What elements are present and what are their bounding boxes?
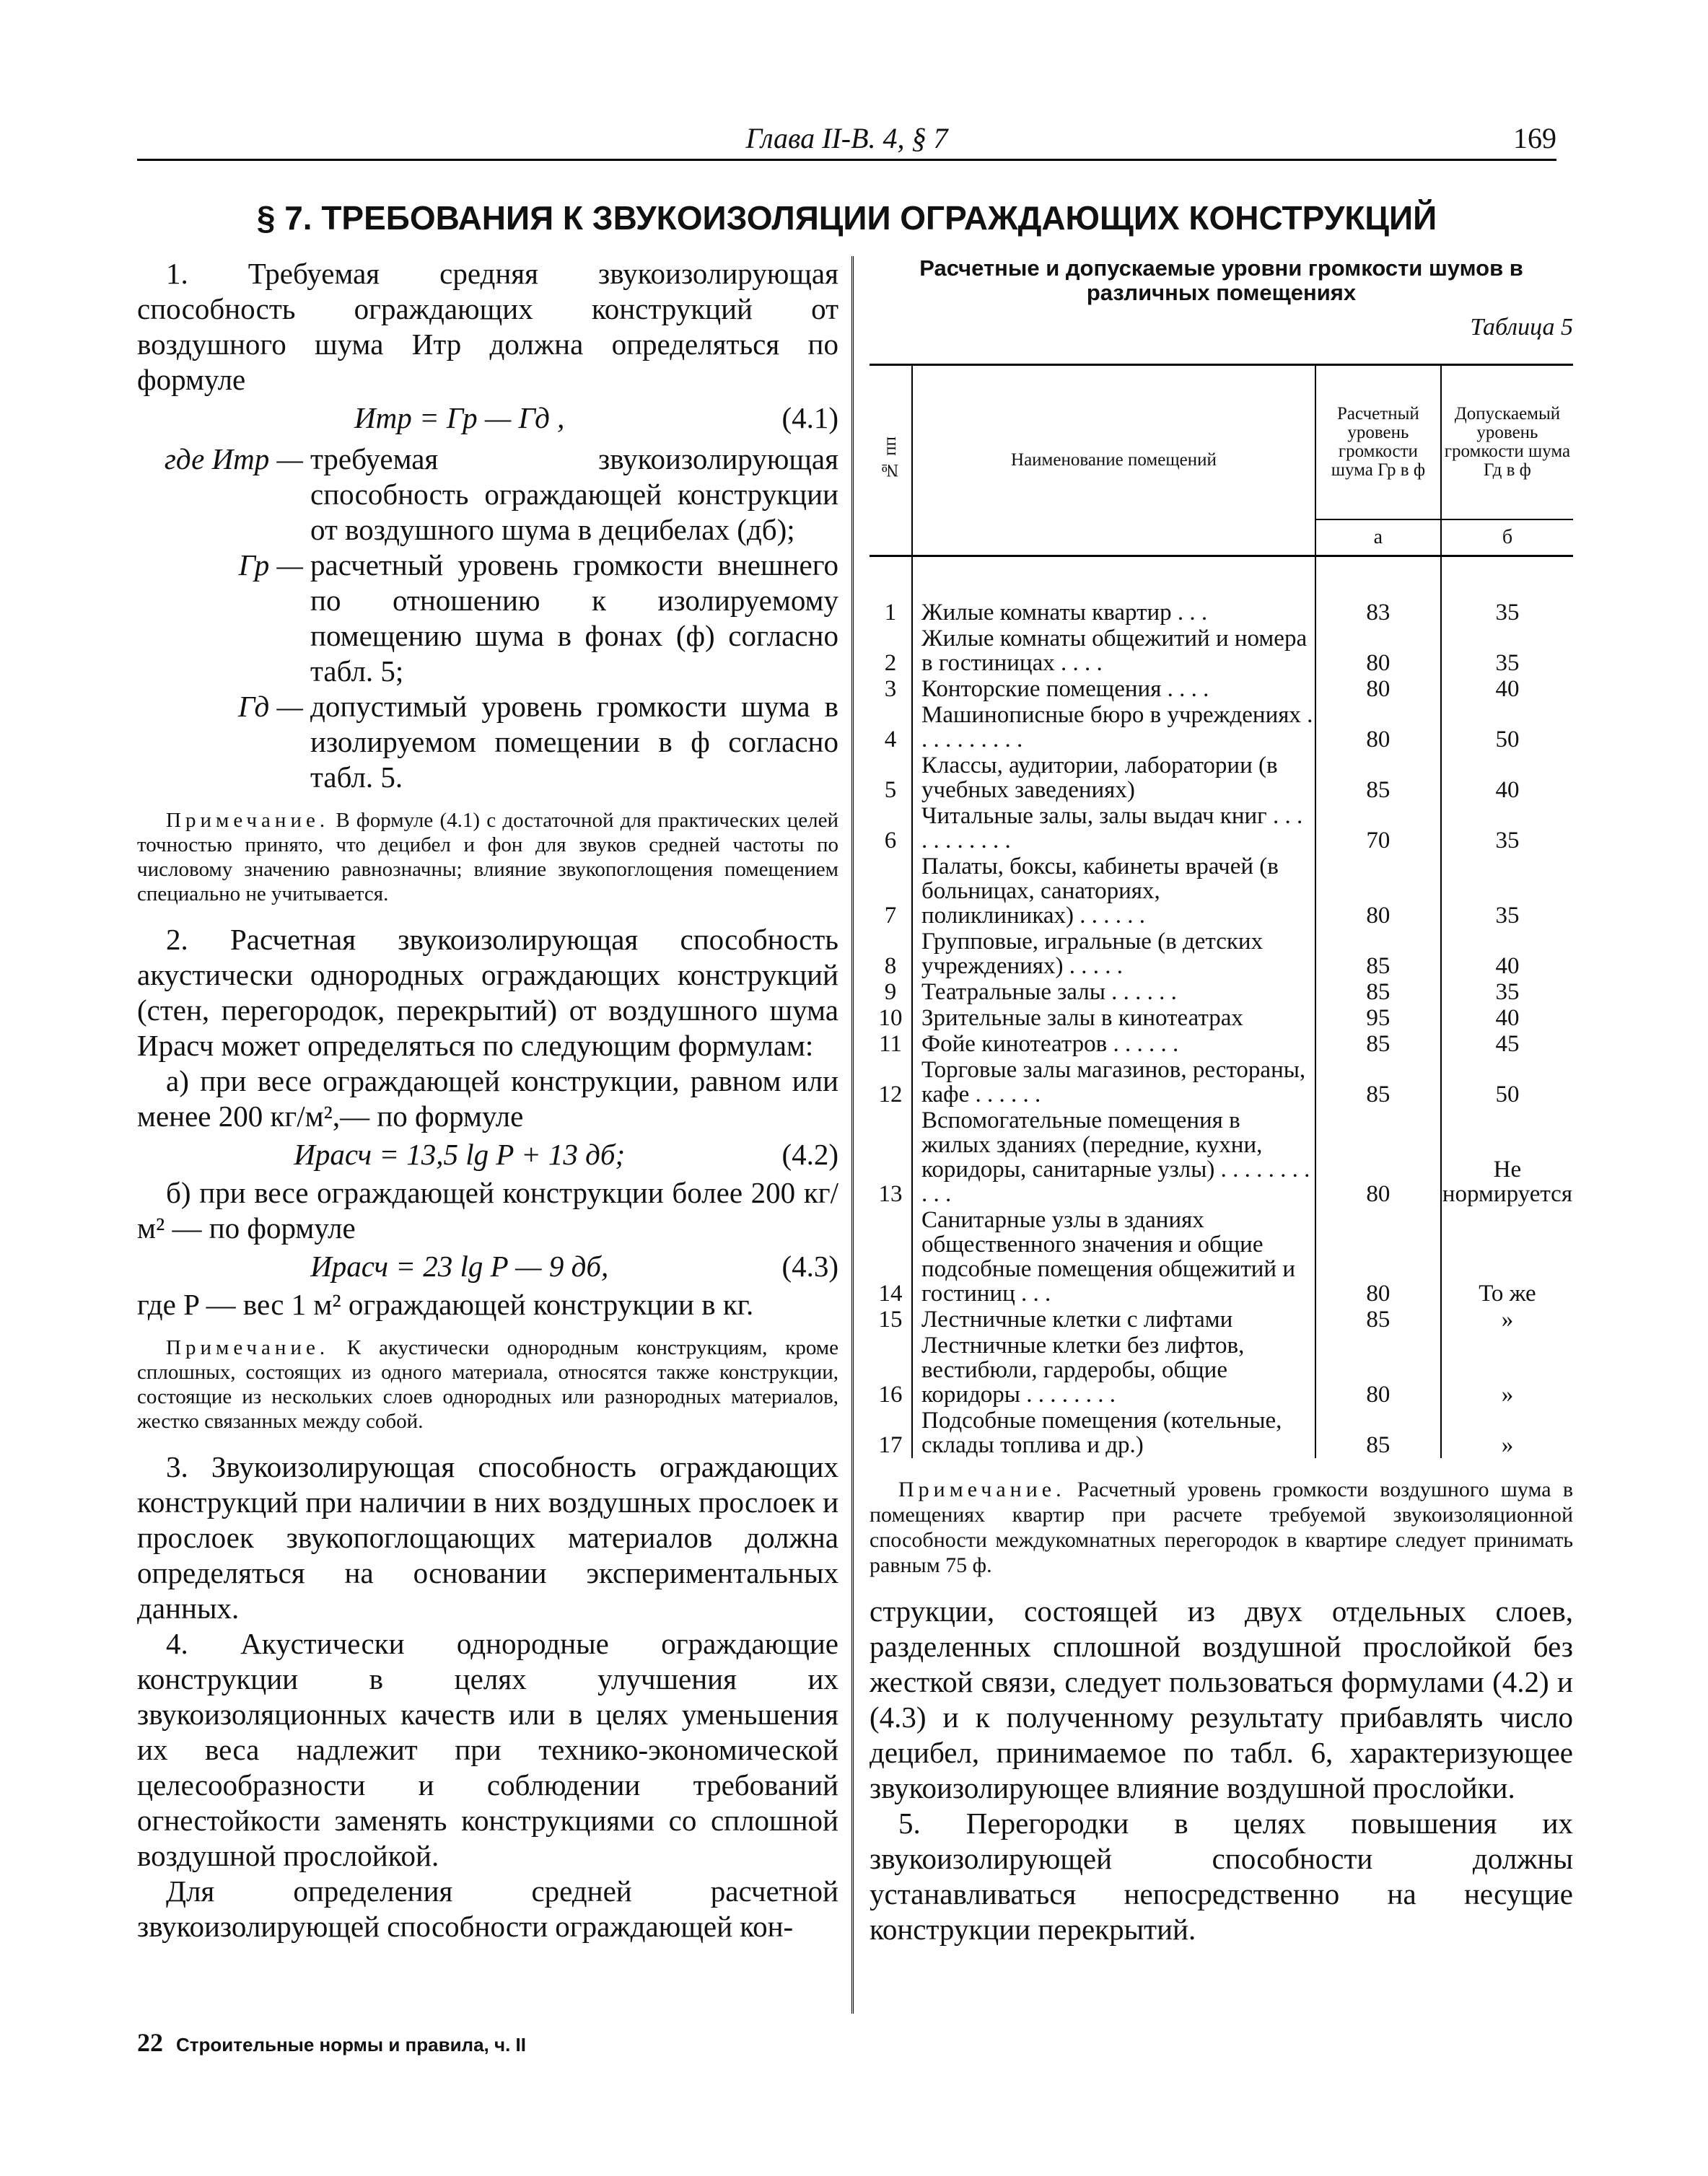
note-label: Примечание. <box>166 809 330 832</box>
formula-expression: Итр = Гр — Гд , <box>354 401 565 434</box>
room-name: Классы, аудитории, лаборатории (в учебных заведениях) <box>912 753 1315 803</box>
paragraph-5-partitions: 5. Перегородки в целях повышения их звукоизолирующей способности должны устанавливаться непосредственно на несущие конструкции перекрытий. <box>870 1806 1573 1946</box>
note-2 <box>137 1335 838 1434</box>
formula-4-1 <box>137 400 838 436</box>
room-name: Лестничные клетки без лифтов, вестибюли, гардеробы, общие коридоры . . . . . . . . <box>912 1333 1315 1408</box>
row-number: 12 <box>870 1057 912 1107</box>
value-b: Не нормируется <box>1442 1156 1573 1207</box>
value-a: 83 <box>1315 600 1441 626</box>
page-footer <box>137 2027 526 2058</box>
value-b: 35 <box>1495 902 1520 929</box>
paragraph-4: 4. Акустически однородные ограждающие конструкции в целях улучшения их звукоизоляционных качеств или в целях уменьшения их веса надлежит при технико-экономической целесообразности и соблюдении требований огнестойкости заменять конструкциями со сплошной воздушной прослойкой. <box>137 1627 838 1872</box>
table-label: Таблица 5 <box>1470 314 1573 341</box>
room-name: Фойе кинотеатров . . . . . . <box>912 1031 1315 1057</box>
value-a: 85 <box>1315 1057 1441 1107</box>
room-name: Подсобные помещения (котельные, склады топлива и др.) <box>912 1408 1315 1458</box>
col-header-b: Допускаемый уровень громкости шума Гд в ф <box>1444 404 1571 480</box>
room-name: Лестничные клетки с лифтами <box>912 1307 1315 1333</box>
value-b: » <box>1501 1306 1514 1333</box>
value-b: » <box>1501 1381 1514 1408</box>
formula-number: (4.2) <box>781 1138 838 1171</box>
table-caption: Расчетные и допускаемые уровни громкости шумов в различных помещениях <box>919 255 1523 305</box>
noise-level-table <box>870 364 1573 1458</box>
row-number: 15 <box>870 1307 912 1333</box>
table-note <box>870 1477 1573 1578</box>
value-a: 80 <box>1315 1207 1441 1307</box>
col-header-a: Расчетный уровень громкости шума Гр в ф <box>1315 365 1441 520</box>
col-letter-b: б <box>1441 519 1573 556</box>
value-a: 85 <box>1315 979 1441 1005</box>
paragraph-5: Для определения средней расчетной звукоизолирующей способности ограждающей кон- <box>137 1874 838 1943</box>
formula-expression: Ирасч = 13,5 lg P + 13 дб; <box>294 1138 626 1171</box>
room-name: Вспомогательные помещения в жилых зданиях (передние, кухни, коридоры, санитарные узлы) . . . . . . . . . . . <box>912 1107 1315 1207</box>
formula-4-2 <box>137 1137 838 1172</box>
value-a: 80 <box>1315 1333 1441 1408</box>
value-b: 40 <box>1495 776 1520 803</box>
note-1 <box>137 808 838 906</box>
value-b: 40 <box>1495 952 1520 979</box>
table-body <box>870 556 1573 1458</box>
row-number: 8 <box>870 929 912 979</box>
table-row <box>870 676 1573 702</box>
value-a: 85 <box>1315 1031 1441 1057</box>
col-header-number-text: № пп <box>880 436 900 480</box>
room-name: Санитарные узлы в зданиях общественного значения и общие подсобные помещения общежитий и гостиниц . . . <box>912 1207 1315 1307</box>
formula-number: (4.3) <box>781 1250 838 1283</box>
formula-4-3 <box>137 1249 838 1284</box>
value-a: 80 <box>1315 626 1441 676</box>
paragraph-3: 3. Звукоизолирующая способность ограждающих конструкций при наличии в них воздушных прослоек и прослоек звукопоглощающих материалов должна определяться на основании экспериментальных данных. <box>137 1450 839 1625</box>
value-a: 85 <box>1315 1408 1441 1458</box>
value-b: 45 <box>1495 1030 1520 1057</box>
formula-expression: Ирасч = 23 lg P — 9 дб, <box>310 1250 609 1283</box>
room-name: Театральные залы . . . . . . <box>912 979 1315 1005</box>
table-row <box>870 1031 1573 1057</box>
table-row <box>870 702 1573 753</box>
paragraph-1: 1. Требуемая средняя звукоизолирующая способность ограждающих конструкций от воздушного шума Итр должна определяться по формуле <box>137 257 838 396</box>
right-column <box>870 256 1573 1947</box>
value-b: 35 <box>1495 978 1520 1005</box>
table-row <box>870 1408 1573 1458</box>
room-name: Жилые комнаты общежитий и номера в гостиницах . . . . <box>912 626 1315 676</box>
column-divider <box>851 256 854 2014</box>
value-a: 80 <box>1315 1107 1441 1207</box>
row-number: 5 <box>870 753 912 803</box>
table-row <box>870 1005 1573 1031</box>
row-number: 10 <box>870 1005 912 1031</box>
row-number: 2 <box>870 626 912 676</box>
value-b: » <box>1501 1431 1514 1458</box>
table-row <box>870 1057 1573 1107</box>
col-letter-a: а <box>1315 519 1441 556</box>
value-b: То же <box>1479 1280 1536 1307</box>
note-text: В формуле (4.1) с достаточной для практических целей точностью принято, что децибел и фон для звуков средней частоты по числовому значению равнозначны; влияние звукопоглощения помещением специально не учитывается. <box>137 809 839 905</box>
value-a: 85 <box>1315 1307 1441 1333</box>
table-row <box>870 1307 1573 1333</box>
row-number: 17 <box>870 1408 912 1458</box>
footer-number: 22 <box>137 2028 163 2057</box>
header-rule <box>137 159 1556 161</box>
paragraph-2b: б) при весе ограждающей конструкции более 200 кг/м² — по формуле <box>137 1176 838 1245</box>
room-name: Читальные залы, залы выдач книг . . . . . . . . . . . <box>912 803 1315 854</box>
value-a: 85 <box>1315 929 1441 979</box>
room-name: Торговые залы магазинов, рестораны, кафе . . . . . . <box>912 1057 1315 1107</box>
note-label: Примечание. <box>166 1336 330 1359</box>
legend-symbol: Гд — <box>237 690 303 723</box>
room-name: Жилые комнаты квартир . . . <box>912 600 1315 626</box>
table-row <box>870 600 1573 626</box>
header-title: Глава II-В. 4, § 7 <box>745 122 948 154</box>
row-number: 4 <box>870 702 912 753</box>
value-a: 80 <box>1315 676 1441 702</box>
value-b: 35 <box>1495 827 1520 854</box>
value-a: 70 <box>1315 803 1441 854</box>
legend-text: требуемая звукоизолирующая способность ограждающей конструкции от воздушного шума в децибелах (дб); <box>310 442 838 546</box>
value-b: 50 <box>1495 1081 1520 1107</box>
footer-text: Строительные нормы и правила, ч. II <box>176 2034 526 2056</box>
paragraph-2a: а) при весе ограждающей конструкции, равном или менее 200 кг/м²,— по формуле <box>137 1064 838 1133</box>
paragraph-continued: струкции, состоящей из двух отдельных слоев, разделенных сплошной воздушной прослойкой без жесткой связи, следует пользоваться формулами (4.2) и (4.3) и к полученному результату прибавлять число децибел, принимаемое по табл. 6, характеризующее звукоизолирующее влияние воздушной прослойки. <box>870 1594 1573 1804</box>
section-heading: § 7. ТРЕБОВАНИЯ К ЗВУКОИЗОЛЯЦИИ ОГРАЖДАЮЩИХ КОНСТРУКЦИЙ <box>256 199 1437 237</box>
value-b: 40 <box>1495 1004 1520 1031</box>
legend-text: допустимый уровень громкости шума в изолируемом помещении в ф согласно табл. 5. <box>310 690 838 794</box>
paragraph-2: 2. Расчетная звукоизолирующая способность акустически однородных ограждающих конструкций (стен, перегородок, перекрытий) от воздушного шума Ирасч может определяться по следующим формулам: <box>137 923 838 1062</box>
row-number: 9 <box>870 979 912 1005</box>
note-text: Расчетный уровень громкости воздушного шума в помещениях квартир при расчете требуемой звукоизоляционной способности междукомнатных перегородок в квартире следует принимать равным 75 ф. <box>870 1477 1573 1577</box>
table-row <box>870 979 1573 1005</box>
table-row <box>870 1107 1573 1207</box>
row-number: 14 <box>870 1207 912 1307</box>
value-a: 80 <box>1315 854 1441 929</box>
value-a: 85 <box>1315 753 1441 803</box>
legend-symbol: где Итр — <box>164 442 303 475</box>
value-a: 95 <box>1315 1005 1441 1031</box>
table-header <box>870 365 1573 556</box>
row-number: 1 <box>870 600 912 626</box>
formula-number: (4.1) <box>781 401 838 434</box>
table-row <box>870 929 1573 979</box>
note-label: Примечание. <box>898 1477 1066 1501</box>
row-number: 3 <box>870 676 912 702</box>
room-name: Конторские помещения . . . . <box>912 676 1315 702</box>
running-header <box>137 121 1556 159</box>
legend-text: расчетный уровень громкости внешнего по отношению к изолируемому помещению шума в фонах (ф) согласно табл. 5; <box>310 548 838 688</box>
row-number: 6 <box>870 803 912 854</box>
col-header-name: Наименование помещений <box>912 365 1315 556</box>
room-name: Зрительные залы в кинотеатрах <box>912 1005 1315 1031</box>
page-number: 169 <box>1513 122 1556 154</box>
value-b: 40 <box>1495 675 1520 702</box>
value-b: 50 <box>1495 726 1520 753</box>
table-row <box>870 1207 1573 1307</box>
table-row <box>870 1333 1573 1408</box>
legend-symbol: Гр — <box>238 548 303 582</box>
note-text: К акустически однородным конструкциям, кроме сплошных, состоящих из одного материала, относятся также конструкции, состоящие из нескольких слоев однородных или разнородных материалов, жестко связанных между собой. <box>137 1336 839 1433</box>
left-column <box>137 256 838 1944</box>
table-row <box>870 803 1573 854</box>
table-row <box>870 854 1573 929</box>
paragraph-2c: где P — вес 1 м² ограждающей конструкции в кг. <box>137 1288 754 1321</box>
table-row <box>870 753 1573 803</box>
room-name: Машинописные бюро в учреждениях . . . . . . . . . . <box>912 702 1315 753</box>
value-a: 80 <box>1315 702 1441 753</box>
col-header-number <box>870 365 912 556</box>
room-name: Палаты, боксы, кабинеты врачей (в больницах, санаториях, поликлиниках) . . . . . . <box>912 854 1315 929</box>
row-number: 7 <box>870 854 912 929</box>
row-number: 13 <box>870 1107 912 1207</box>
formula-legend <box>137 442 838 795</box>
table-row <box>870 626 1573 676</box>
room-name: Групповые, игральные (в детских учреждениях) . . . . . <box>912 929 1315 979</box>
row-number: 16 <box>870 1333 912 1408</box>
value-b: 35 <box>1495 649 1520 676</box>
value-b: 35 <box>1495 599 1520 626</box>
row-number: 11 <box>870 1031 912 1057</box>
